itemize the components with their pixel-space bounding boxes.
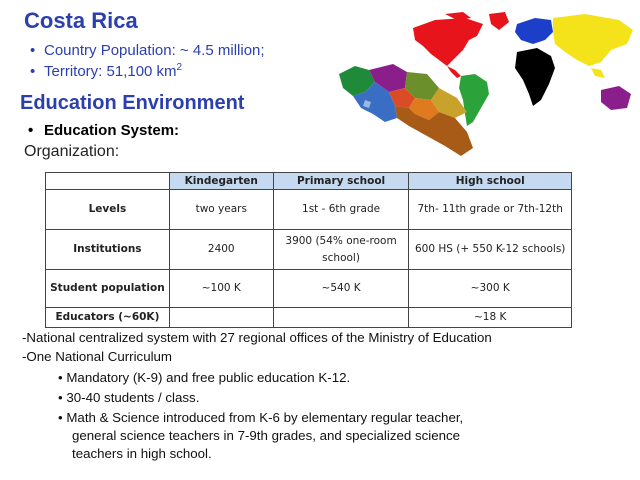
- row-label: Student population: [46, 270, 170, 308]
- table-cell: [273, 308, 409, 328]
- note-centralized-system: -National centralized system with 27 regional offices of the Ministry of Education: [22, 330, 492, 345]
- table-cell: ~18 K: [409, 308, 572, 328]
- education-system-label: Education System:: [44, 122, 180, 139]
- row-label: Educators (~60K): [46, 308, 170, 328]
- note-math-science-cont1: general science teachers in 7-9th grades, and specialized science: [72, 428, 461, 443]
- territory-superscript: 2: [176, 62, 183, 73]
- row-label: Levels: [46, 190, 170, 230]
- territory-bullet: • Territory: 51,100 $km^2$: [30, 62, 183, 80]
- table-cell: 7th- 11th grade or 7th-12th: [409, 190, 572, 230]
- education-table: [45, 172, 572, 328]
- table-cell: ~100 K: [169, 270, 273, 308]
- note-math-science: • Math & Science introduced from K-6 by elementary regular teacher,: [58, 410, 464, 425]
- costa-rica-map-image: [335, 52, 485, 162]
- table-header-cell: [46, 173, 170, 190]
- table-header-row: [46, 173, 572, 190]
- note-math-science-cont2: teachers in high school.: [72, 446, 212, 461]
- territory-text: Territory: 51,100 km: [44, 63, 177, 80]
- table-cell: ~300 K: [409, 270, 572, 308]
- population-text: Country Population: ~ 4.5 million;: [44, 42, 265, 59]
- table-header-cell: High school: [409, 173, 572, 190]
- table-row: [46, 230, 572, 270]
- table-cell: ~540 K: [273, 270, 409, 308]
- row-label: Institutions: [46, 230, 170, 270]
- table-row: [46, 190, 572, 230]
- table-header-cell: Primary school: [273, 173, 409, 190]
- table-row: [46, 308, 572, 328]
- note-class-size: • 30-40 students / class.: [58, 390, 200, 405]
- population-bullet: • Country Population: ~ 4.5 million;: [30, 42, 265, 59]
- table-cell: 600 HS (+ 550 K-12 schools): [409, 230, 572, 270]
- table-cell: 3900 (54% one-room school): [273, 230, 409, 270]
- table-cell: two years: [169, 190, 273, 230]
- section-title: Education Environment: [20, 92, 245, 114]
- table-cell: [169, 308, 273, 328]
- organization-label: Organization:: [24, 143, 120, 160]
- note-mandatory-education: • Mandatory (K-9) and free public education K-12.: [58, 370, 351, 385]
- table-header-cell: Kindegarten: [169, 173, 273, 190]
- note-national-curriculum: -One National Curriculum: [22, 349, 173, 364]
- education-system-bullet: • Education System:: [28, 122, 180, 139]
- slide-title: Costa Rica: [24, 8, 138, 33]
- table-row: [46, 270, 572, 308]
- table-cell: 2400: [169, 230, 273, 270]
- table-cell: 1st - 6th grade: [273, 190, 409, 230]
